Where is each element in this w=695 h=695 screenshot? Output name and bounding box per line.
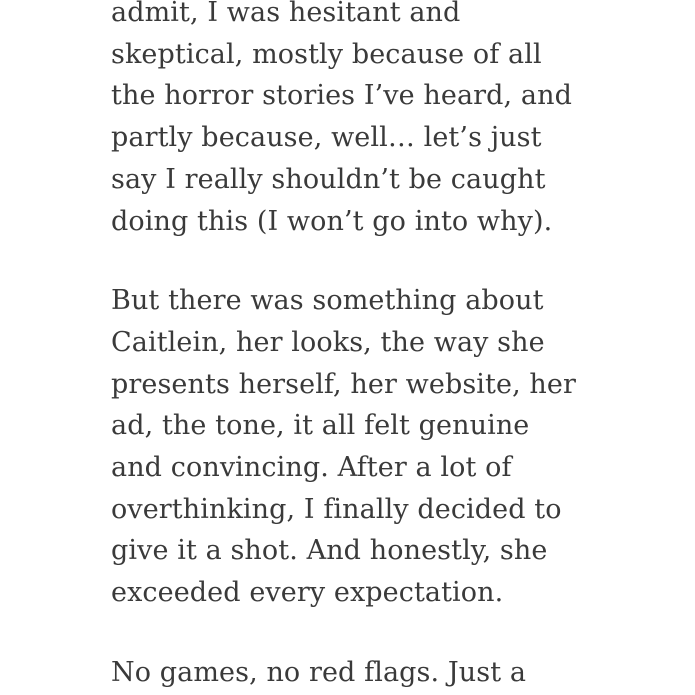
- text-line: and convincing. After a lot of: [111, 452, 512, 484]
- text-line: skeptical, mostly because of all: [111, 38, 542, 70]
- paragraph-1: [111, 0, 581, 242]
- text-column: [111, 0, 581, 695]
- text-line: partly because, well… let’s just: [111, 122, 542, 154]
- text-line: presents herself, her website, her: [111, 368, 577, 400]
- text-line: Caitlein, her looks, the way she: [111, 326, 545, 358]
- text-line: No games, no red flags. Just a: [111, 656, 527, 688]
- paragraph-3: [111, 652, 581, 694]
- paragraph-2: [111, 280, 581, 614]
- text-line: the horror stories I’ve heard, and: [111, 80, 572, 112]
- text-line: But there was something about: [111, 285, 544, 317]
- text-line: give it a shot. And honestly, she: [111, 535, 548, 567]
- text-line: admit, I was hesitant and: [111, 0, 461, 28]
- text-line: overthinking, I finally decided to: [111, 493, 562, 525]
- text-line: exceeded every expectation.: [111, 577, 504, 609]
- text-line: doing this (I won’t go into why).: [111, 205, 553, 237]
- text-line: ad, the tone, it all felt genuine: [111, 410, 530, 442]
- text-line: say I really shouldn’t be caught: [111, 163, 546, 195]
